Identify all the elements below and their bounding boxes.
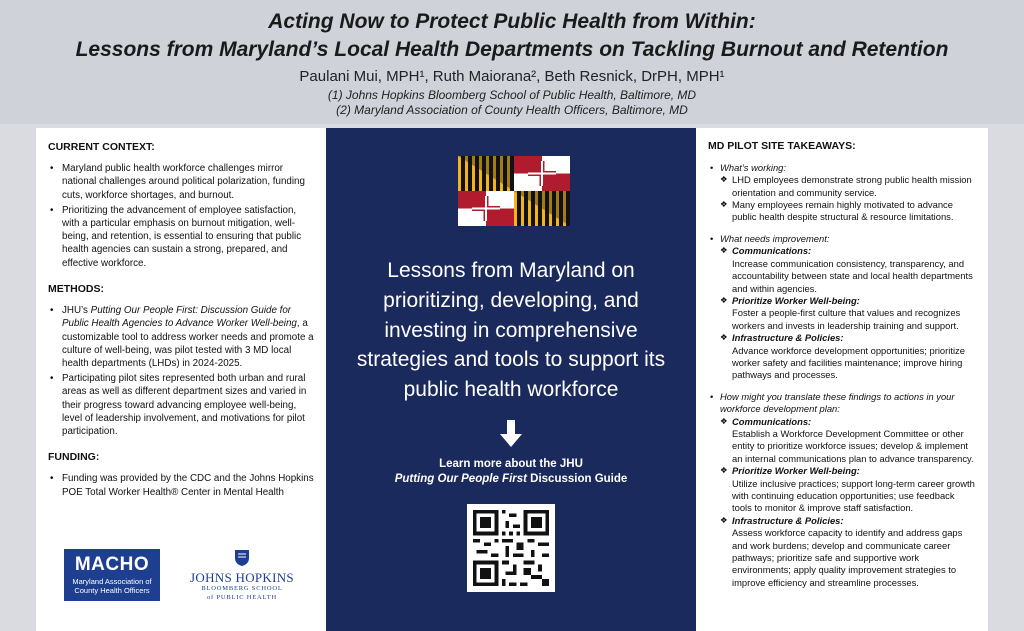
macho-logo — [64, 549, 160, 601]
improve-item — [708, 245, 976, 295]
main-message: Lessons from Maryland on prioritizing, developing, and investing in comprehensive strategies and tools to support its public health workforce — [356, 259, 666, 402]
diamond-bullet-icon: ❖ — [720, 514, 728, 525]
guide-title: Putting Our People First — [394, 473, 527, 485]
shield-icon — [234, 549, 250, 567]
working-item-text: LHD employees demonstrate strong public health mission orientation and community service. — [732, 174, 972, 198]
improve-item-text: Increase communication consistency, transparency, and accountability between state and local health departments and within agencies. — [732, 257, 973, 294]
diamond-bullet-icon: ❖ — [720, 332, 728, 343]
right-column — [696, 128, 988, 631]
title-line-1: Acting Now to Protect Public Health from Within: — [268, 10, 756, 33]
working-item — [708, 199, 976, 224]
translate-item-text: Assess workforce capacity to identify and address gaps and work burdens; develop and communicate career pathways; prioritize safe and supportive work environments; apply quality improvement strategies to improve efficiency and streamline processes. — [732, 527, 963, 588]
context-list — [48, 162, 314, 270]
maryland-flag-icon — [458, 156, 570, 226]
qr-code[interactable] — [467, 504, 555, 592]
diamond-bullet-icon: ❖ — [720, 415, 728, 426]
middle-panel — [326, 128, 696, 631]
translate-item — [708, 465, 976, 515]
learn-more-line-2 — [326, 473, 696, 485]
diamond-bullet-icon: ❖ — [720, 294, 728, 305]
translate-item-label: Prioritize Worker Well-being: — [732, 465, 860, 477]
diamond-bullet-icon: ❖ — [720, 174, 728, 185]
macho-logo-subtitle — [65, 578, 159, 595]
funding-list — [48, 472, 314, 498]
takeaways-heading: MD PILOT SITE TAKEAWAYS: — [708, 140, 856, 152]
translate-label: • How might you translate these findings to actions in your workforce development plan: — [708, 391, 976, 416]
improve-item — [708, 332, 976, 382]
diamond-bullet-icon: ❖ — [720, 199, 728, 210]
qr-code-icon — [473, 510, 549, 586]
authors: Paulani Mui, MPH¹, Ruth Maiorana², Beth Resnick, DrPH, MPH¹ — [299, 68, 725, 85]
poster-header — [0, 0, 1024, 124]
translate-item-text: Utilize inclusive practices; support long-term career growth with continuing education opportunities; use feedback tools to monitor & improve staff satisfaction. — [732, 477, 975, 514]
methods-list — [48, 304, 314, 438]
working-label: • What’s working: — [708, 162, 976, 174]
macho-logo-line: County Health Officers — [74, 585, 150, 595]
jh-logo-sub: BLOOMBERG SCHOOL — [201, 585, 283, 592]
context-item: • Maryland public health workforce challenges mirror national challenges around political polarization, funding cuts, workforce shortages, and burnout. — [48, 162, 314, 202]
diamond-bullet-icon: ❖ — [720, 245, 728, 256]
translate-item — [708, 515, 976, 589]
affiliation-2: (2) Maryland Association of County Health Officers, Baltimore, MD — [336, 103, 688, 117]
translate-item-label: Infrastructure & Policies: — [732, 514, 844, 526]
logo-row — [64, 549, 314, 603]
funding-item: • Funding was provided by the CDC and the Johns Hopkins POE Total Worker Health® Center in Mental Health — [48, 472, 314, 498]
jh-logo-name: JOHNS HOPKINS — [190, 570, 294, 585]
affiliation-1: (1) Johns Hopkins Bloomberg School of Public Health, Baltimore, MD — [327, 88, 697, 102]
diamond-bullet-icon: ❖ — [720, 465, 728, 476]
improve-item-text: Advance workforce development opportunities; prioritize worker safety and facilities maintenance; improve hiring pathways and processes. — [732, 344, 965, 381]
jh-logo-sub: of PUBLIC HEALTH — [207, 594, 277, 601]
improve-label: • What needs improvement: — [708, 233, 976, 245]
methods-item-prefix: JHU’s — [62, 305, 91, 317]
context-heading: CURRENT CONTEXT: — [48, 141, 155, 153]
arrow-down-icon — [500, 420, 522, 448]
translate-item-label: Communications: — [732, 415, 812, 427]
johns-hopkins-logo — [182, 549, 302, 603]
macho-logo-line: Maryland Association of — [72, 577, 152, 586]
methods-heading: METHODS: — [48, 282, 104, 295]
improve-item-label: Prioritize Worker Well-being: — [732, 294, 860, 306]
methods-item-suffix: , a customizable tool to address worker needs and promote a culture of well-being, was pilot tested with 3 MD local health departments (LHDs) in 2024-2025. — [62, 318, 314, 369]
improve-item-label: Communications: — [732, 245, 812, 257]
improve-item — [708, 295, 976, 332]
macho-logo-wordmark: MACHO — [74, 554, 150, 575]
left-column — [36, 128, 326, 631]
learn-more-rest: Discussion Guide — [526, 473, 628, 485]
translate-item-text: Establish a Workforce Development Committee or other entity to prioritize workforce issues; develop & implement an internal communications plan to advance transparency. — [732, 427, 974, 464]
working-item — [708, 174, 976, 199]
title-line-2: Lessons from Maryland’s Local Health Departments on Tackling Burnout and Retention — [75, 38, 949, 61]
methods-item: • Participating pilot sites represented both urban and rural areas as well as different department sizes and varied in their progress toward advancing employee well-being, level of leadership involvement, and motivations for pilot participation. — [48, 372, 314, 438]
working-item-text: Many employees remain highly motivated to advance public health despite structural & resource limitations. — [732, 199, 954, 223]
methods-item — [48, 304, 314, 370]
translate-item — [708, 416, 976, 466]
improve-item-label: Infrastructure & Policies: — [732, 332, 844, 344]
context-item: • Prioritizing the advancement of employee satisfaction, with a particular emphasis on burnout mitigation, well-being, and retention, is essential to ensuring that public health agencies can sustain a strong, prepared, and effective workforce. — [48, 204, 314, 270]
guide-title: Putting Our People First: Discussion Guide for Public Health Agencies to Advance Worker Well-being — [62, 305, 297, 330]
improve-item-text: Foster a people-first culture that values and recognizes workers and invests in leadership training and support. — [732, 307, 961, 331]
funding-heading: FUNDING: — [48, 451, 100, 464]
learn-more-line-1: Learn more about the JHU — [439, 458, 583, 470]
